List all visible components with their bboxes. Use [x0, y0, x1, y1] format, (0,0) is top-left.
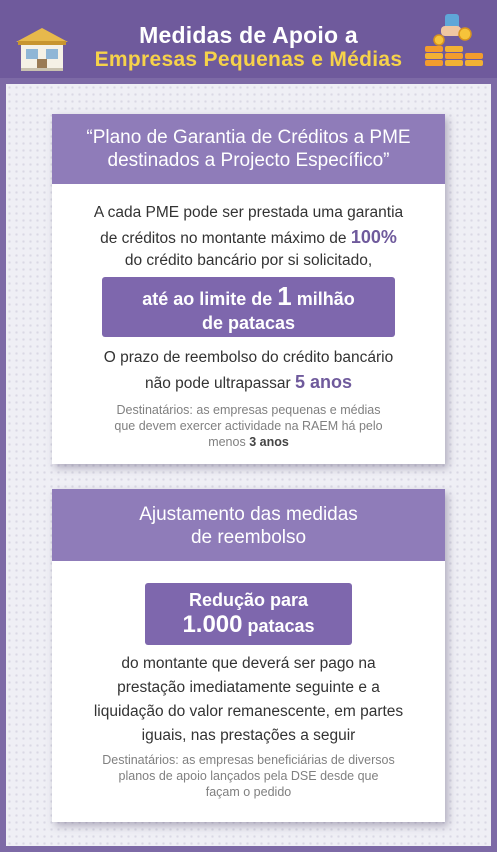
percentage-highlight: 100% — [350, 227, 397, 247]
highlight-line: de patacas — [201, 313, 296, 333]
body-text-line: prestação imediatamente seguinte e a — [117, 679, 380, 696]
body-text-line — [52, 370, 445, 396]
text-fragment: menos — [208, 435, 250, 449]
text-fragment: até ao limite de — [142, 289, 278, 309]
highlight-line — [145, 611, 352, 642]
body-text-line — [52, 225, 445, 251]
body-text-line: do montante que deverá ser pago na — [121, 655, 376, 672]
amount-highlight: 1.000 — [182, 611, 243, 638]
guarantee-plan-card — [52, 114, 445, 464]
recipients-note-line — [52, 434, 445, 450]
heading-line: Ajustamento das medidas — [139, 504, 358, 525]
body-text-line: A cada PME pode ser prestada uma garantia — [93, 204, 404, 221]
body-text-line: do crédito bancário por si solicitado, — [124, 252, 373, 269]
page-title-line1: Medidas de Apoio a — [139, 22, 358, 48]
text-fragment: não pode ultrapassar — [145, 375, 295, 392]
text-fragment: milhão — [291, 289, 355, 309]
heading-line: destinados a Projecto Específico” — [107, 150, 390, 171]
recipients-note-line: façam o pedido — [205, 785, 292, 799]
limit-highlight-box — [102, 277, 395, 337]
reduction-highlight-box — [145, 583, 352, 645]
highlight-line — [102, 283, 395, 312]
heading-line: “Plano de Garantia de Créditos a PME — [86, 127, 411, 148]
heading-line: de reembolso — [190, 527, 307, 548]
page-title-line2: Empresas Pequenas e Médias — [94, 48, 403, 71]
repayment-adjustment-card — [52, 489, 445, 822]
recipients-note-line: que devem exercer actividade na RAEM há pelo — [114, 419, 383, 433]
text-fragment: patacas — [242, 616, 315, 636]
text-fragment: de créditos no montante máximo de — [100, 230, 351, 247]
guarantee-plan-heading — [52, 114, 445, 184]
years-highlight: 5 anos — [294, 372, 352, 392]
recipients-note-line: planos de apoio lançados pela DSE desde que — [118, 769, 379, 783]
repayment-adjustment-heading — [52, 489, 445, 561]
body-text-line: iguais, nas prestações a seguir — [141, 727, 356, 744]
body-text-line: liquidação do valor remanescente, em partes — [93, 703, 404, 720]
body-text-line: O prazo de reembolso do crédito bancário — [103, 349, 394, 366]
years-highlight: 3 anos — [249, 435, 289, 449]
recipients-note-line: Destinatários: as empresas beneficiárias de diversos — [102, 753, 395, 767]
coins-hand-icon — [423, 10, 485, 72]
header-banner — [0, 0, 497, 78]
amount-highlight: 1 — [277, 281, 292, 311]
content-panel — [6, 84, 491, 846]
recipients-note-line: Destinatários: as empresas pequenas e médias — [116, 403, 381, 417]
highlight-line: Redução para — [188, 590, 309, 610]
